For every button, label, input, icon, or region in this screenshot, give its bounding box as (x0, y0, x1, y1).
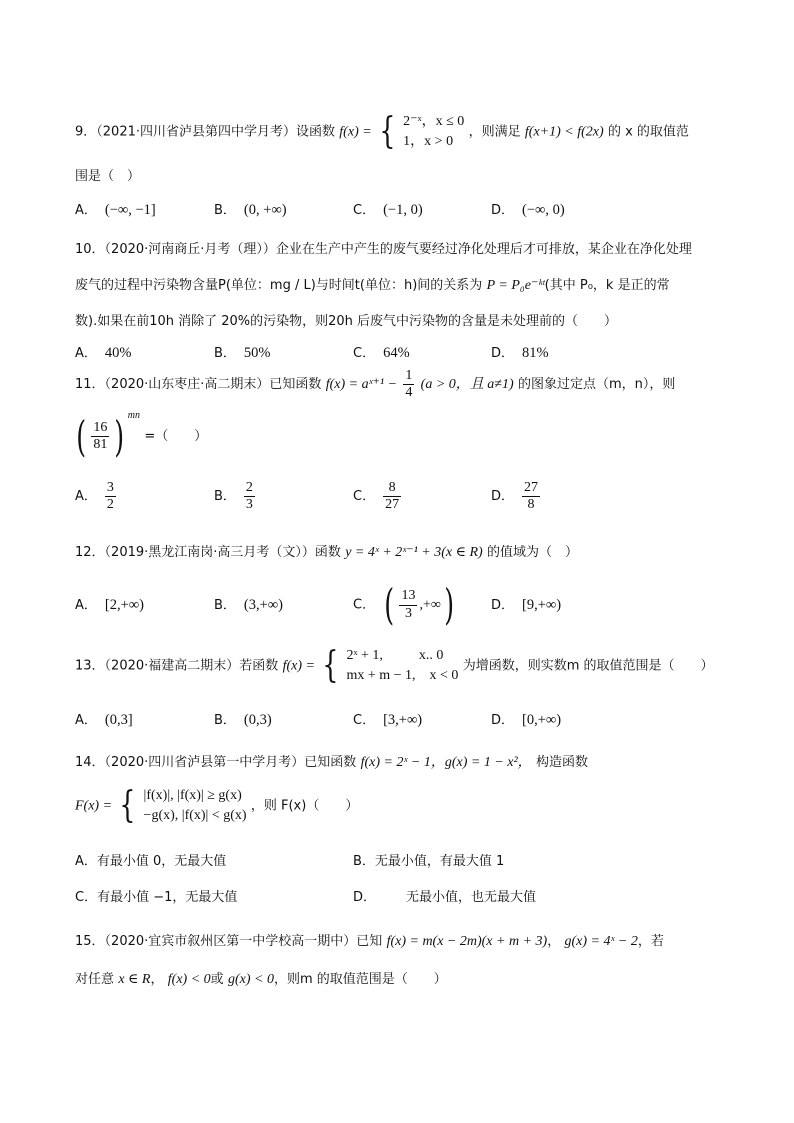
q13-cases: 2ˣ + 1, x.. 0 mx + m − 1, x < 0 (346, 648, 459, 683)
q11-fraction: $\frac{1}{4}$ (405, 368, 413, 401)
q12-option-d: D． [9,+∞) (491, 597, 562, 613)
q13-option-b: B． (0,3) (214, 712, 272, 728)
q9-inequality: f(x+1) < f(2x) (524, 124, 604, 140)
q12-formula: y = 4ˣ + 2ˣ⁻¹ + 3(x ∈ R) (345, 545, 483, 560)
q10-formula: P = P₀e⁻ᵏᵗ (486, 278, 545, 293)
q10-line-2: 废气的过程中污染物含量P(单位：mg / L)与时间t(单位：h)间的关系为 P = P₀e⁻ᵏᵗ(其中 P₀，k 是正的常 (75, 278, 670, 293)
q9-cases (403, 112, 464, 152)
q11-option-b: B． $\frac{2}{3}$ (214, 480, 253, 513)
q13-option-a: A． (0,3] (75, 712, 133, 728)
q10-option-c: C． 64% (353, 345, 410, 361)
q13-option-d: D． [0,+∞) (491, 712, 562, 728)
q14-option-c: C．有最小值 −1，无最大值 (75, 890, 238, 905)
q9-case-2: 1，x > 0 (403, 134, 454, 149)
q13-option-c: C． [3,+∞) (353, 712, 423, 728)
q9-mid: ，则满足 (468, 124, 521, 140)
q14-option-a: A．有最小值 0，无最大值 (75, 854, 227, 869)
q10-option-b: B． 50% (214, 345, 271, 361)
q11-option-a: A． $\frac{3}{2}$ (75, 480, 114, 513)
question-9 (75, 112, 689, 152)
question-11: 11．（2020·山东枣庄·高二期末）已知函数 f(x) = aˣ⁺¹ − $\frac{1}{4}$ (a > 0，且 a≠1) 的图象过定点（m，n），则 (75, 368, 676, 401)
q14-option-d: D． 无最小值，也无最大值 (353, 890, 537, 905)
q9-brace: { (379, 111, 396, 152)
q10-line-1: 10．（2020·河南商丘·月考（理））企业在生产中产生的废气要经过净化处理后才可排放，某企业在净化处理 (75, 242, 692, 257)
q11-base-fraction: $\frac{16}{81}$ (93, 419, 108, 452)
q9-option-c: C． (−1, 0) (353, 202, 423, 218)
q9-option-a: A． (−∞, −1] (75, 202, 156, 218)
question-12: 12．（2019·黑龙江南岗·高三月考（文））函数 y = 4ˣ + 2ˣ⁻¹ + 3(x ∈ R) 的值域为（ ） (75, 545, 579, 560)
q12-option-a: A． [2,+∞) (75, 597, 144, 613)
q14-piecewise: F(x) = { |f(x)|, |f(x)| ≥ g(x) −g(x), |f(x)| < g(x) ，则 F(x)（ ） (75, 785, 359, 826)
q11-option-c: C． $\frac{8}{27}$ (353, 480, 400, 513)
q10-option-d: D． 81% (491, 345, 549, 361)
q10-option-a: A． 40% (75, 345, 132, 361)
question-14: 14．（2020·四川省泸县第一中学月考）已知函数 f(x) = 2ˣ − 1，g(x) = 1 − x²， 构造函数 (75, 755, 588, 770)
q14-option-b: B．无最小值，有最大值 1 (353, 854, 505, 869)
q12-option-b: B． (3,+∞) (214, 597, 283, 613)
question-13: 13．（2020·福建高二期末）若函数 f(x) = { 2ˣ + 1, x.. 0 mx + m − 1, x < 0 为增函数，则实数m 的取值范围是（ ） (75, 645, 714, 686)
q9-option-b: B． (0, +∞) (214, 202, 287, 218)
q11-option-d: D． $\frac{27}{8}$ (491, 480, 539, 513)
q15-line-2: 对任意 x ∈ R， f(x) < 0或 g(x) < 0，则m 的取值范围是（ ） (75, 972, 447, 987)
q9-line-2: 围是（ ） (75, 169, 141, 184)
q11-line-2: ( $\frac{16}{81}$ ) $^{mn}$ =（ ） (76, 410, 208, 461)
q10-line-3: 数).如果在前10h 消除了 20%的污染物，则20h 后废气中污染物的含量是未处理前的（ ） (75, 314, 618, 329)
q9-fx: f(x) = (339, 124, 372, 140)
q12-option-c: C． ( $\frac{13}{3}$ ,+∞) (353, 580, 454, 629)
q9-prefix: 9．（2021·四川省泸县第四中学月考）设函数 (75, 124, 335, 140)
question-15: 15．（2020·宜宾市叙州区第一中学校高一期中）已知 f(x) = m(x − 2m)(x + m + 3)， g(x) = 4ˣ − 2，若 (75, 934, 664, 949)
q11-fx: f(x) = aˣ⁺¹ − (325, 377, 398, 393)
q9-suffix: 的 x 的取值范 (607, 124, 689, 140)
q9-case-1: 2⁻ˣ，x ≤ 0 (403, 114, 465, 129)
q9-option-d: D． (−∞, 0) (491, 202, 565, 218)
